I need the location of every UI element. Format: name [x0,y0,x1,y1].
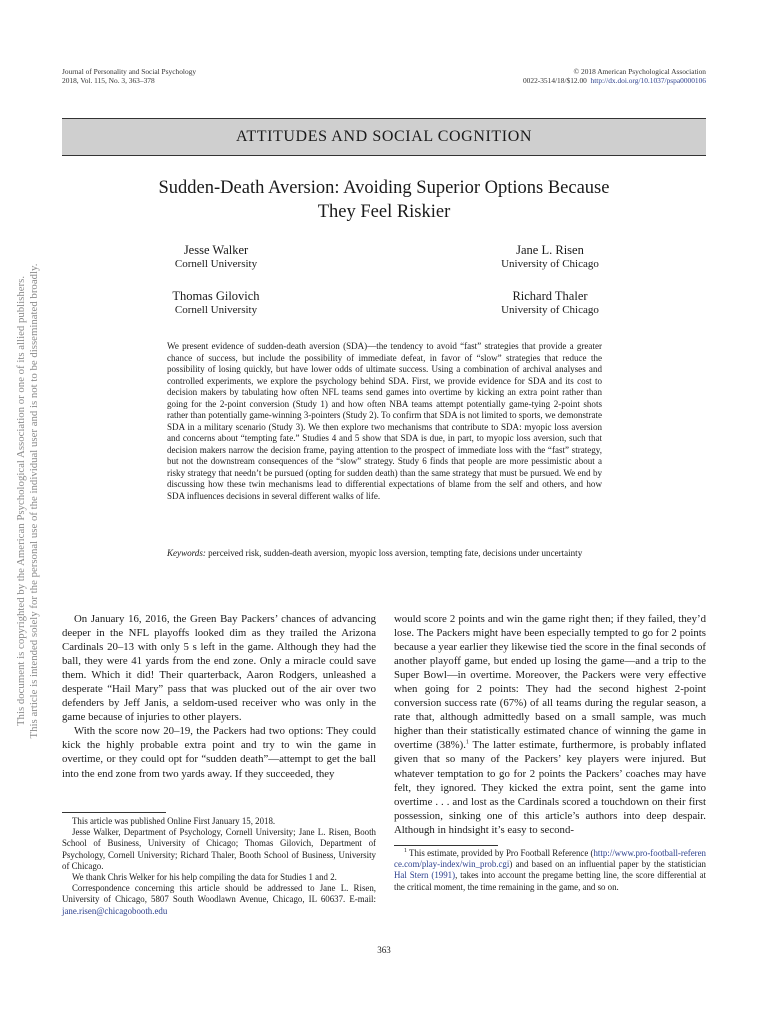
footnote-text: This estimate, provided by Pro Football Reference ( [407,848,594,858]
title-line-2: They Feel Riskier [317,202,451,222]
paragraph-text: The latter estimate, furthermore, is probably inflated given that so many of the Packers’ key players were injured. But whatever temptation to go for 2 points the Packers’ coaches may have felt, they ignored. They kicked the extra point, sent the game into overtime . . . and lost as the Cardinals scored a touchdown on their first possession, sinking one of this article’s authors into deep despair. Although in hindsight it’s easy to second- [394,739,706,836]
issn: 0022-3514/18/$12.00 [522,76,587,85]
footnote-paragraph [394,848,706,893]
author-affiliation: Cornell University [174,258,258,270]
body-column-right [394,612,706,837]
doi-link[interactable]: http://dx.doi.org/10.1037/pspa0000106 [590,76,706,85]
author-affiliation: University of Chicago [501,304,599,316]
article-title [90,176,678,224]
title-line-1: Sudden-Death Aversion: Avoiding Superior Options Because [158,178,610,198]
email-link[interactable]: jane.risen@chicagobooth.edu [62,905,168,916]
keywords [167,548,602,560]
reference-url-link[interactable]: http://www.pro-football-reference.com/play-index/win_prob.cgi [394,848,706,870]
author-block [450,289,650,317]
abstract: We present evidence of sudden-death aversion (SDA)—the tendency to avoid “fast” strategies that provide a greater chance of success, but include the possibility of immediate defeat, in favor of “slow” strategies that reduce the possibility of losing quickly, but have lower odds of ultimate success. Using a combination of archival analyses and controlled experiments, we explore the psychology behind SDA. First, we provide evidence for SDA and its cost to decision makers by tabulating how often NFL teams send games into overtime by kicking an extra point rather than going for the 2-point conversion (Study 1) and how often NBA teams attempt potentially game-tying 2-point shots rather than potentially game-winning 3-pointers (Study 2). To confirm that SDA is not limited to sports, we demonstrate SDA in a military scenario (Study 3). We then explore two mechanisms that contribute to SDA: myopic loss aversion and concerns about “tempting fate.” Studies 4 and 5 show that SDA is due, in part, to myopic loss aversion, such that decision makers narrow the decision frame, paying attention to the prospect of immediate loss with the “fast” strategy, but not the downstream consequences of the “slow” strategy. Study 6 finds that people are more pessimistic about a risky strategy that needn’t be pursued (opting for sudden death) than the same strategy that must be pursued. We end by discussing how these twin mechanisms lead to differential expectations of blame from the self and others, and how SDA influences decisions in several different walks of life. [167,341,602,501]
footnote-divider [394,845,498,846]
copyright-block [523,67,706,85]
footnote-divider [62,812,166,813]
author-affiliation: University of Chicago [501,258,599,270]
journal-volume: 2018, Vol. 115, No. 3, 363–378 [62,76,155,85]
body-paragraph [394,612,706,837]
keywords-label: Keywords: [167,548,206,558]
citation-link[interactable]: Hal Stern (1991) [394,870,456,881]
watermark-line-2: This article is intended solely for the personal use of the individual user and is not to be disseminated broadly. [28,263,40,739]
author-name: Richard Thaler [512,289,588,303]
published-note: This article was published Online First January 15, 2018. [72,816,276,826]
watermark-line-1: This document is copyrighted by the American Psychological Association or one of its allied publishers. [15,275,27,727]
copyright-watermark [15,21,41,981]
footnote-text: , takes into account the pregame betting line, the score differential at the critical moment, the time remaining in the game, and so on. [394,870,706,892]
author-name: Jesse Walker [183,243,249,257]
footnote-1 [394,848,706,893]
correspondence-note [62,883,376,917]
author-block [450,243,650,271]
body-column-left [62,612,376,781]
author-name: Jane L. Risen [516,243,584,257]
footnote-marker[interactable]: 1 [465,739,469,746]
page-number: 363 [377,945,391,955]
issn-doi-line [523,76,706,85]
keywords-text: perceived risk, sudden-death aversion, myopic loss aversion, tempting fate, decisions under uncertainty [205,548,583,558]
body-paragraph: With the score now 20–19, the Packers had two options: They could kick the highly probable extra point and try to win the game in overtime, or they could opt for “sudden death”—attempt to get the ball into the end zone from two yards away. If they succeeded, they [62,725,376,780]
correspondence-text: Correspondence concerning this article should be addressed to Jane L. Risen, University of Chicago, 5807 South Woodlawn Avenue, Chicago, IL 60637. E-mail: [62,883,376,905]
journal-citation [62,67,196,85]
acknowledgment-note: We thank Chris Welker for his help compiling the data for Studies 1 and 2. [72,872,337,883]
journal-name: Journal of Personality and Social Psychology [62,67,197,76]
section-banner: ATTITUDES AND SOCIAL COGNITION [62,118,706,156]
paragraph-text: would score 2 points and win the game right then; if they failed, they’d lose. The Packers might have been especially tempted to go for 2 points because a year earlier they likewise tied the score in the final seconds of another playoff game, but ended up losing the game—and a trip to the Super Bowl—in overtime. Moreover, the Packers were very effective when going for 2 points: They had the second highest 2-point conversion success rate (67%) of all teams during the regular season, a rate that, although admittedly based on a small sample, was much higher than their statistically estimated chance of winning the game in overtime (38%). [394,613,706,752]
body-paragraph: On January 16, 2016, the Green Bay Packers’ chances of advancing deeper in the NFL playoffs looked dim as they trailed the Arizona Cardinals 20–13 with only 5 s left in the game. Although they had the ball, they were 41 yards from the end zone. Only a miracle could save them. Which it did! Their quarterback, Aaron Rodgers, unleashed a desperate “Hail Mary” pass that was plucked out of the air over two defenders by Jeff Janis, a seldom-used receiver who was only in the game because of injuries to other players. [62,613,376,724]
article-notes [62,816,376,917]
affiliation-note: Jesse Walker, Department of Psychology, Cornell University; Jane L. Risen, Booth School of Business, University of Chicago; Thomas Gilovich, Department of Psychology, Cornell University; Richard Thaler, Booth School of Business, University of Chicago. [62,827,376,871]
author-affiliation: Cornell University [174,304,258,316]
footnote-number: 1 [404,848,407,855]
author-block [116,289,316,317]
author-name: Thomas Gilovich [172,289,260,303]
footnote-text: ) and based on an influential paper by the statistician [509,859,706,870]
copyright-line: © 2018 American Psychological Association [573,67,706,76]
author-block [116,243,316,271]
